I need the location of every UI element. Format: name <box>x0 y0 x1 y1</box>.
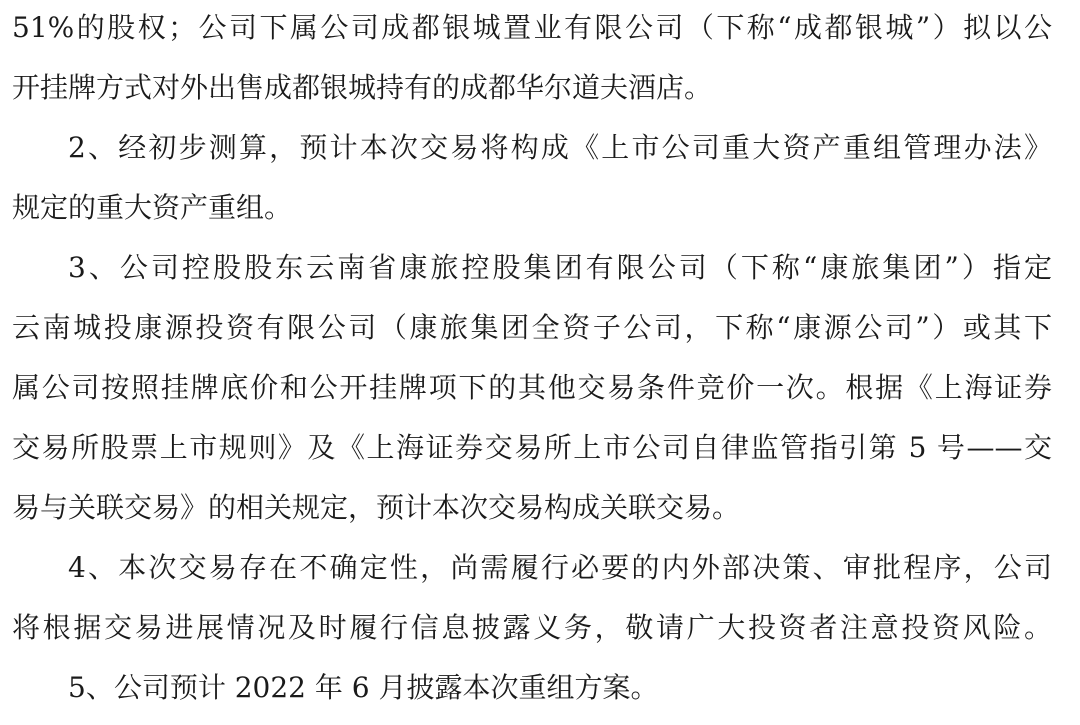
text-line: 51%的股权；公司下属公司成都银城置业有限公司（下称“成都银城”）拟以公 <box>12 11 1052 44</box>
paragraph-4-line: 4、本次交易存在不确定性，尚需履行必要的内外部决策、审批程序，公司 <box>68 551 1052 584</box>
paragraph-3-line: 3、公司控股股东云南省康旅控股集团有限公司（下称“康旅集团”）指定 <box>68 251 1052 284</box>
text-line: 云南城投康源投资有限公司（康旅集团全资子公司，下称“康源公司”）或其下 <box>12 311 1052 344</box>
paragraph-2-line: 2、经初步测算，预计本次交易将构成《上市公司重大资产重组管理办法》 <box>68 131 1052 164</box>
text-line: 将根据交易进展情况及时履行信息披露义务，敬请广大投资者注意投资风险。 <box>12 611 1052 644</box>
text-line: 属公司按照挂牌底价和公开挂牌项下的其他交易条件竞价一次。根据《上海证券 <box>12 371 1052 404</box>
text-line: 规定的重大资产重组。 <box>12 191 293 224</box>
paragraph-5-line: 5、公司预计 2022 年 6 月披露本次重组方案。 <box>68 671 659 704</box>
text-line: 易与关联交易》的相关规定，预计本次交易构成关联交易。 <box>12 491 741 524</box>
text-line: 开挂牌方式对外出售成都银城持有的成都华尔道夫酒店。 <box>12 71 713 104</box>
text-line: 交易所股票上市规则》及《上海证券交易所上市公司自律监管指引第 5 号——交 <box>12 431 1052 464</box>
